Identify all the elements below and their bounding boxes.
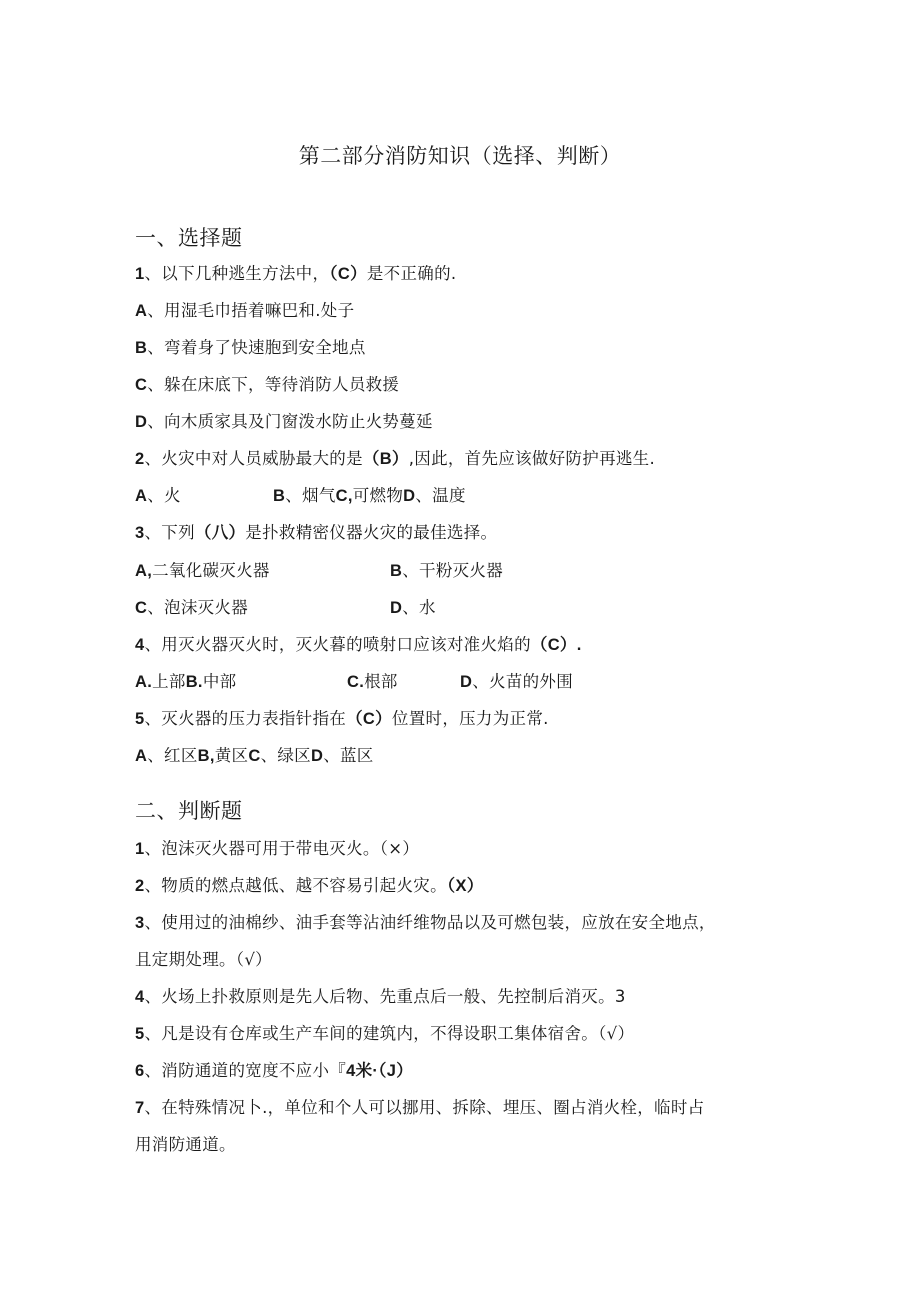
question-answer: （C）. xyxy=(530,636,582,654)
question-text-end: ,因此，首先应该做好防护再逃生. xyxy=(408,449,656,468)
q4-option-d: D、火苗的外围 xyxy=(460,672,574,691)
q3-option-a: A,二氧化碳灭火器 xyxy=(135,561,270,580)
question-2 xyxy=(135,448,655,470)
q1-option-c: C、躲在床底下，等待消防人员救援 xyxy=(135,375,400,394)
question-text: 、用灭火器灭火时，灭火暮的喷射口应该对准火焰的 xyxy=(144,635,531,654)
question-answer: （C） xyxy=(329,265,367,283)
judgment-4: 4、火场上扑救原则是先人后物、先重点后一般、先控制后消灭。3 xyxy=(135,987,626,1006)
judgment-6: 6、消防通道的宽度不应小『4米·（J） xyxy=(135,1061,413,1080)
q1-option-b: B、弯着身了快速胞到安全地点 xyxy=(135,338,366,357)
question-text: 、灭火器的压力表指针指在 xyxy=(144,709,347,728)
question-text-end: 是不正确的. xyxy=(366,264,457,283)
judgment-3-cont: 且定期处理。（√） xyxy=(135,950,272,969)
q1-option-d: D、向木质家具及门窗泼水防止火势蔓延 xyxy=(135,412,433,431)
question-5 xyxy=(135,708,549,730)
q3-option-b: B、干粉灭火器 xyxy=(390,561,504,580)
question-3 xyxy=(135,522,497,544)
question-number: 1 xyxy=(135,265,145,283)
q2-option-bcd: B、烟气C,可燃物D、温度 xyxy=(273,486,466,505)
judgment-5: 5、凡是设有仓库或生产车间的建筑内，不得设职工集体宿舍。（√） xyxy=(135,1024,635,1043)
question-number: 4 xyxy=(135,636,145,654)
question-answer: （C） xyxy=(346,710,392,728)
question-number: 2 xyxy=(135,450,145,468)
q4-option-ab: A.上部B.中部 xyxy=(135,672,237,691)
question-4 xyxy=(135,634,582,656)
question-answer: （B） xyxy=(362,450,409,468)
q3-option-c: C、泡沫灭火器 xyxy=(135,598,249,617)
question-1 xyxy=(135,263,456,285)
question-text: 、以下几种逃生方法中， xyxy=(144,264,330,283)
judgment-1: 1、泡沫灭火器可用于带电灭火。（×） xyxy=(135,839,420,858)
q3-option-d: D、水 xyxy=(390,598,436,617)
question-text: 、火灾中对人员威胁最大的是 xyxy=(144,449,363,468)
section-heading-choice: 一、选择题 xyxy=(135,226,243,250)
judgment-7: 7、在特殊情况卜.，单位和个人可以挪用、拆除、埋压、圈占消火栓，临时占 xyxy=(135,1098,705,1117)
question-number: 5 xyxy=(135,710,145,728)
question-number: 3 xyxy=(135,524,145,542)
judgment-7-cont: 用消防通道。 xyxy=(135,1135,236,1154)
question-text-end: 位置时，压力为正常. xyxy=(391,709,549,728)
judgment-3: 3、使用过的油棉纱、油手套等沾油纤维物品以及可燃包装，应放在安全地点， xyxy=(135,913,716,932)
q5-options: A、红区B,黄区C、绿区D、蓝区 xyxy=(135,746,374,765)
q1-option-a: A、用湿毛巾捂着嘛巴和.处子 xyxy=(135,301,355,320)
section-heading-judgment: 二、判断题 xyxy=(135,799,243,823)
question-text: 、下列 xyxy=(144,523,195,542)
question-text-end: 是扑救精密仪器火灾的最佳选择。 xyxy=(245,523,498,542)
q4-option-c: C.根部 xyxy=(347,672,398,691)
page-title: 第二部分消防知识（选择、判断） xyxy=(298,144,622,168)
judgment-2: 2、物质的燃点越低、越不容易引起火灾。（X） xyxy=(135,876,484,895)
question-answer: （八） xyxy=(194,524,246,542)
q2-option-a: A、火 xyxy=(135,486,181,505)
